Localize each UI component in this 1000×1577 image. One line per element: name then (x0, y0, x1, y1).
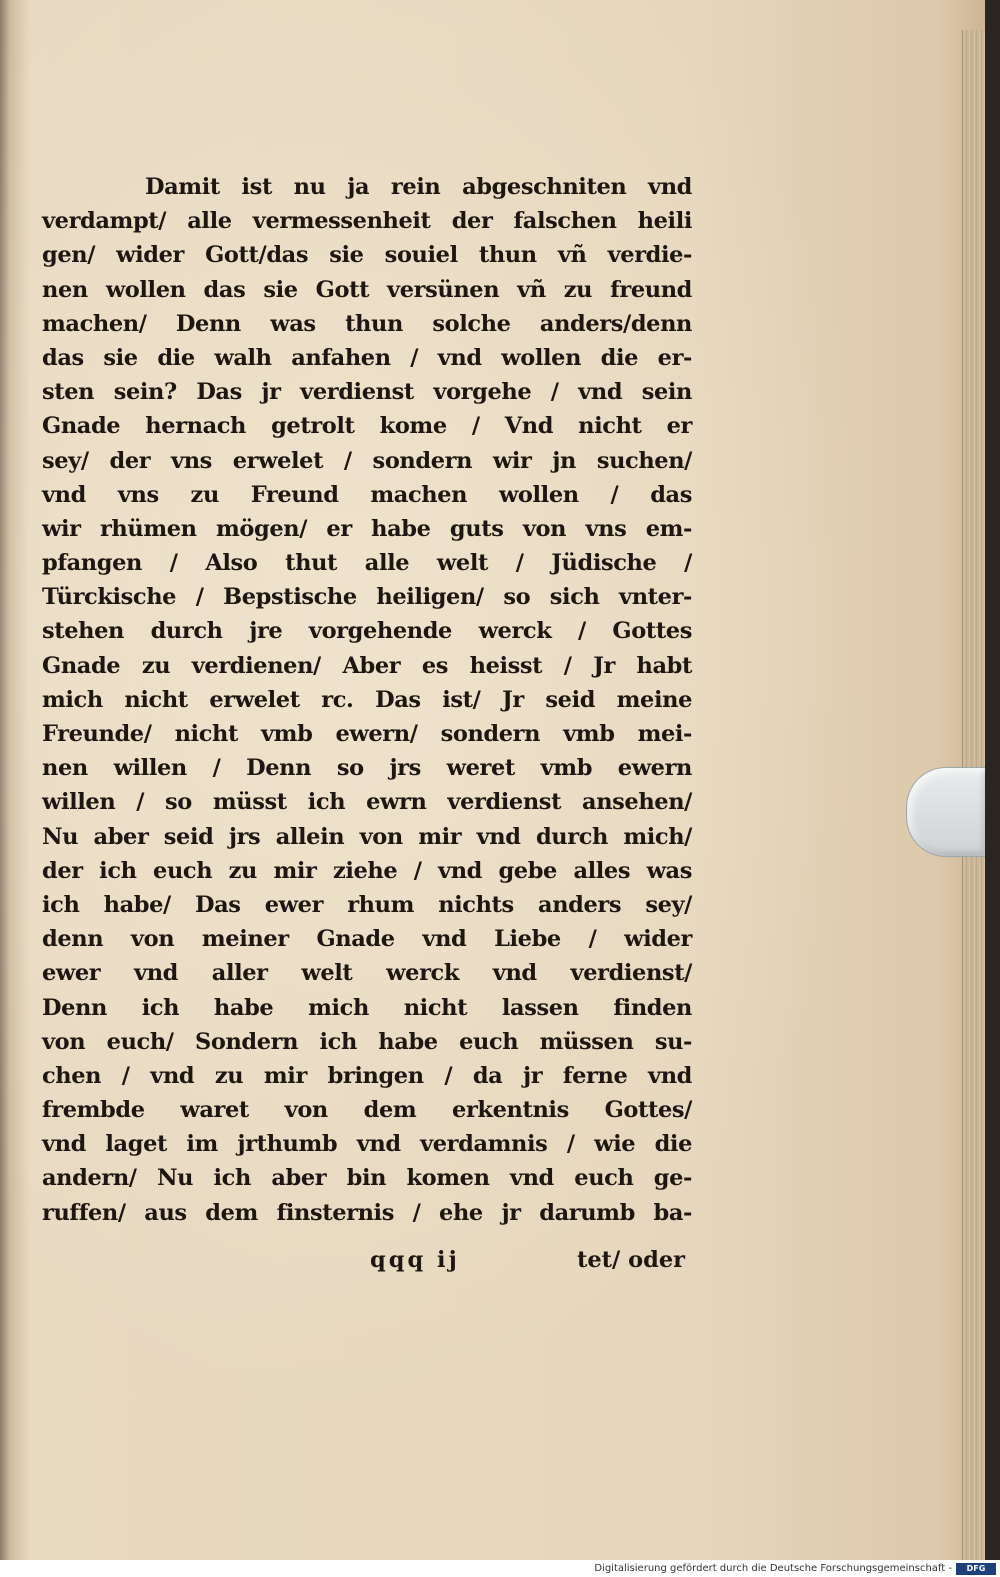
text-line: von euch/ Sondern ich habe euch müssen su- (42, 1028, 692, 1055)
text-line: Gnade hernach getrolt kome / Vnd nicht er (42, 413, 692, 440)
text-line: frembde waret von dem erkentnis Gottes/ (42, 1097, 692, 1124)
text-line: chen / vnd zu mir bringen / da jr ferne vnd (42, 1062, 692, 1089)
text-line: pfangen / Also thut alle welt / Jüdische / (42, 550, 692, 577)
text-line: vnd laget im jrthumb vnd verdamnis / wie die (42, 1131, 692, 1158)
text-line: nen willen / Denn so jrs weret vmb ewern (42, 755, 692, 782)
text-line: vnd vns zu Freund machen wollen / das (42, 481, 692, 508)
text-block (42, 170, 692, 1230)
catchword: tet/ oder (576, 1247, 685, 1273)
text-line: Türckische / Bepstische heiligen/ so sich vnter- (42, 584, 692, 611)
text-line: mich nicht erwelet rc. Das ist/ Jr seid meine (42, 686, 692, 713)
text-line: Freunde/ nicht vmb ewern/ sondern vmb mei- (42, 721, 692, 747)
text-line: sey/ der vns erwelet / sondern wir jn suchen/ (42, 447, 692, 474)
text-line: das sie die walh anfahen / vnd wollen die er- (42, 344, 692, 371)
text-line: Damit ist nu ja rein abgeschniten vnd (145, 174, 692, 200)
text-line: der ich euch zu mir ziehe / vnd gebe alles was (42, 857, 692, 884)
footer-credit: Digitalisierung gefördert durch die Deutsche Forschungsgemeinschaft - (594, 1563, 952, 1574)
bookmark-tab (906, 767, 985, 857)
dfg-logo: DFG (956, 1563, 996, 1575)
page-footer-line (370, 1247, 685, 1281)
text-line: ruffen/ aus dem finsternis / ehe jr darumb ba- (42, 1199, 692, 1226)
text-line: nen wollen das sie Gott versünen vñ zu freund (42, 276, 692, 303)
digitization-footer (0, 1560, 1000, 1577)
text-line: Gnade zu verdienen/ Aber es heisst / Jr habt (42, 652, 692, 679)
text-line: machen/ Denn was thun solche anders/denn (42, 310, 692, 337)
text-line: andern/ Nu ich aber bin komen vnd euch ge- (42, 1165, 692, 1192)
text-line: wir rhümen mögen/ er habe guts von vns em- (42, 515, 692, 542)
text-line: willen / so müsst ich ewrn verdienst ansehen/ (42, 789, 692, 816)
text-line: sten sein? Das jr verdienst vorgehe / vnd sein (42, 379, 692, 406)
text-line: Denn ich habe mich nicht lassen finden (42, 994, 692, 1021)
text-line: verdampt/ alle vermessenheit der falschen heili (42, 208, 692, 235)
text-line: ich habe/ Das ewer rhum nichts anders sey/ (42, 891, 692, 918)
signature-mark: qqq ij (370, 1247, 460, 1273)
text-line: stehen durch jre vorgehende werck / Gottes (42, 618, 692, 645)
text-line: gen/ wider Gott/das sie souiel thun vñ verdie- (42, 242, 692, 269)
text-line: denn von meiner Gnade vnd Liebe / wider (42, 926, 692, 953)
text-line: ewer vnd aller welt werck vnd verdienst/ (42, 960, 692, 987)
text-line: Nu aber seid jrs allein von mir vnd durch mich/ (42, 823, 692, 850)
